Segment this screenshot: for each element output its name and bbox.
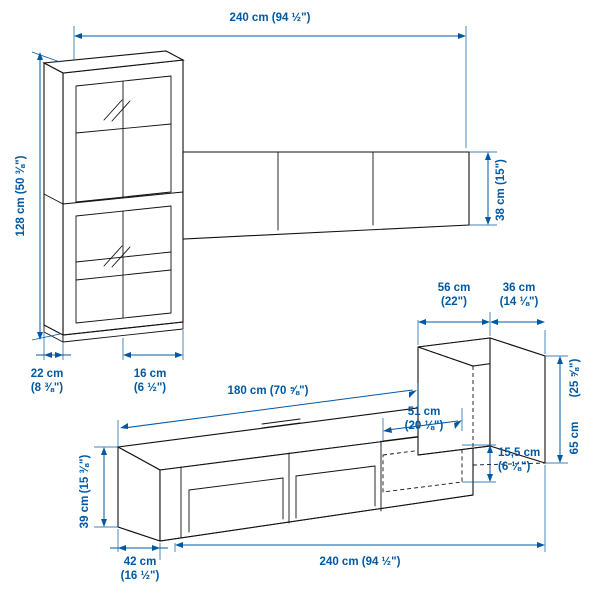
dim-upper-cabinet-height	[469, 152, 507, 225]
dim-door-width	[123, 330, 183, 394]
dim-side-unit-width-label-1: 56 cm	[437, 282, 471, 294]
dim-bottom-width-label: 240 cm (94 ½")	[319, 556, 401, 568]
dim-side-unit-width	[418, 282, 490, 345]
dim-side-unit-height	[545, 356, 581, 463]
dim-door-width-label-1: 16 cm	[133, 368, 167, 380]
dim-left-depth	[31, 332, 71, 394]
dim-drawer-height-label-1: 15,5 cm	[498, 447, 541, 459]
dim-upper-cabinet-height-label: 38 cm (15")	[495, 159, 507, 221]
dim-drawer-height	[462, 445, 540, 482]
dim-left-depth-label-1: 22 cm	[30, 368, 64, 380]
dim-left-height-label-1: 128 cm (50 ⅜")	[15, 155, 27, 237]
dim-bench-height	[79, 447, 118, 528]
dim-drawer-width-label-1: 51 cm	[407, 406, 441, 418]
dim-side-unit-depth-label-1: 36 cm	[502, 282, 536, 294]
dim-bench-top-width-label: 180 cm (70 ⅝")	[227, 385, 309, 397]
dim-bench-depth-label-1: 42 cm	[123, 556, 157, 568]
dim-side-unit-height-label-2: (25 ⅝")	[569, 358, 581, 398]
dim-bench-depth-label-2: (16 ½")	[120, 570, 160, 582]
dim-drawer-width-label-2: (20 ⅛")	[404, 420, 444, 432]
dim-left-depth-label-2: (8 ⅜")	[30, 382, 64, 394]
dim-bench-height-label-1: 39 cm	[79, 495, 91, 529]
tall-cabinet-left	[44, 51, 183, 342]
dim-top-width-label: 240 cm (94 ½")	[229, 12, 311, 24]
dim-side-unit-height-label-1: 65 cm	[569, 421, 581, 455]
dim-door-width-label-2: (6 ½")	[133, 382, 167, 394]
dim-drawer-height-label-2: (6 ⅛")	[498, 461, 531, 473]
dim-side-unit-width-label-2: (22")	[441, 296, 467, 308]
dim-side-unit-depth-label-2: (14 ⅛")	[499, 296, 539, 308]
side-cabinet-right	[418, 338, 545, 465]
wall-cabinet-horizontal	[183, 152, 469, 239]
dim-bench-height-label-2: (15 ⅜")	[79, 454, 91, 494]
